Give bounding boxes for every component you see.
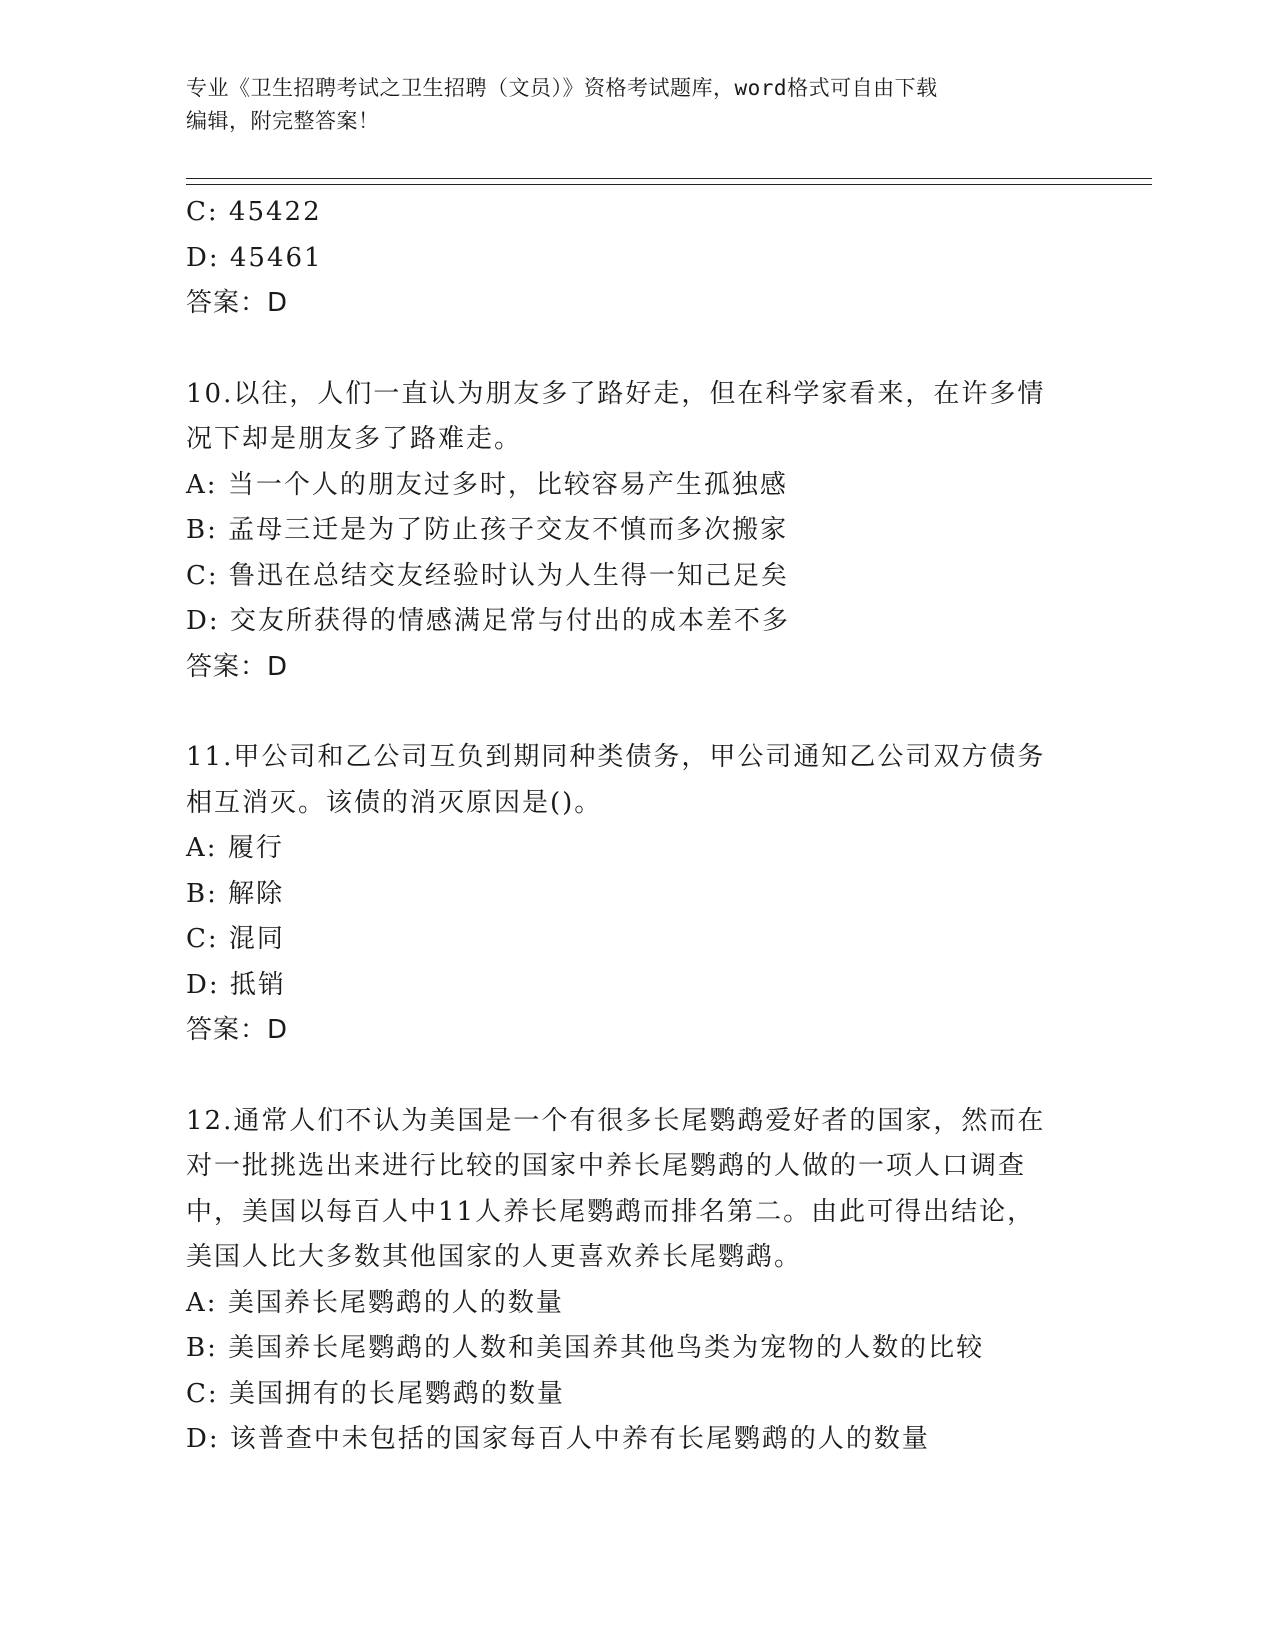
question-11 xyxy=(186,735,1066,1054)
question-content xyxy=(186,190,1066,1463)
option-a: A: 履行 xyxy=(186,833,284,863)
header-line-1: 专业《卫生招聘考试之卫生招聘（文员）》资格考试题库，word格式可自由下载 xyxy=(186,76,938,100)
option-b: B: 孟母三迁是为了防止孩子交友不慎而多次搬家 xyxy=(186,515,789,545)
question-stem-line: 美国人比大多数其他国家的人更喜欢养长尾鹦鹉。 xyxy=(186,1242,803,1272)
question-stem-line: 况下却是朋友多了路难走。 xyxy=(186,424,523,454)
question-10 xyxy=(186,372,1066,691)
option-c: C: 混同 xyxy=(186,924,285,954)
option-b: B: 美国养长尾鹦鹉的人数和美国养其他鸟类为宠物的人数的比较 xyxy=(186,1333,985,1363)
option-a: A: 美国养长尾鹦鹉的人的数量 xyxy=(186,1287,564,1318)
option-d: D: 抵销 xyxy=(186,969,286,1000)
question-stem-line: 对一批挑选出来进行比较的国家中养长尾鹦鹉的人做的一项人口调查 xyxy=(186,1151,1027,1181)
question-stem-line: 11.甲公司和乙公司互负到期同种类债务，甲公司通知乙公司双方债务 xyxy=(186,742,1046,772)
question-12 xyxy=(186,1099,1066,1463)
option-c: C: 美国拥有的长尾鹦鹉的数量 xyxy=(186,1378,565,1409)
document-header xyxy=(186,72,1066,138)
option-b: B: 解除 xyxy=(186,878,285,909)
question-stem-line: 10.以往，人们一直认为朋友多了路好走，但在科学家看来，在许多情 xyxy=(186,378,1046,409)
option-d: D: 该普查中未包括的国家每百人中养有长尾鹦鹉的人的数量 xyxy=(186,1424,930,1454)
question-stem-line: 12.通常人们不认为美国是一个有很多长尾鹦鹉爱好者的国家，然而在 xyxy=(186,1105,1046,1136)
question-stem-line: 中，美国以每百人中11人养长尾鹦鹉而排名第二。由此可得出结论， xyxy=(186,1196,1036,1227)
header-line-2: 编辑，附完整答案！ xyxy=(186,109,380,133)
option-c: C: 45422 xyxy=(186,197,322,227)
option-d: D: 45461 xyxy=(186,242,323,273)
answer-line: 答案：D xyxy=(186,1015,289,1045)
answer-line: 答案：D xyxy=(186,651,289,682)
option-c: C: 鲁迅在总结交友经验时认为人生得一知己足矣 xyxy=(186,560,789,591)
option-a: A: 当一个人的朋友过多时，比较容易产生孤独感 xyxy=(186,469,788,500)
question-stem-line: 相互消灭。该债的消灭原因是()。 xyxy=(186,787,603,818)
header-rule-top xyxy=(186,178,1152,179)
option-d: D: 交友所获得的情感满足常与付出的成本差不多 xyxy=(186,606,790,636)
header-rule-bottom xyxy=(186,184,1152,185)
answer-line: 答案：D xyxy=(186,288,289,318)
